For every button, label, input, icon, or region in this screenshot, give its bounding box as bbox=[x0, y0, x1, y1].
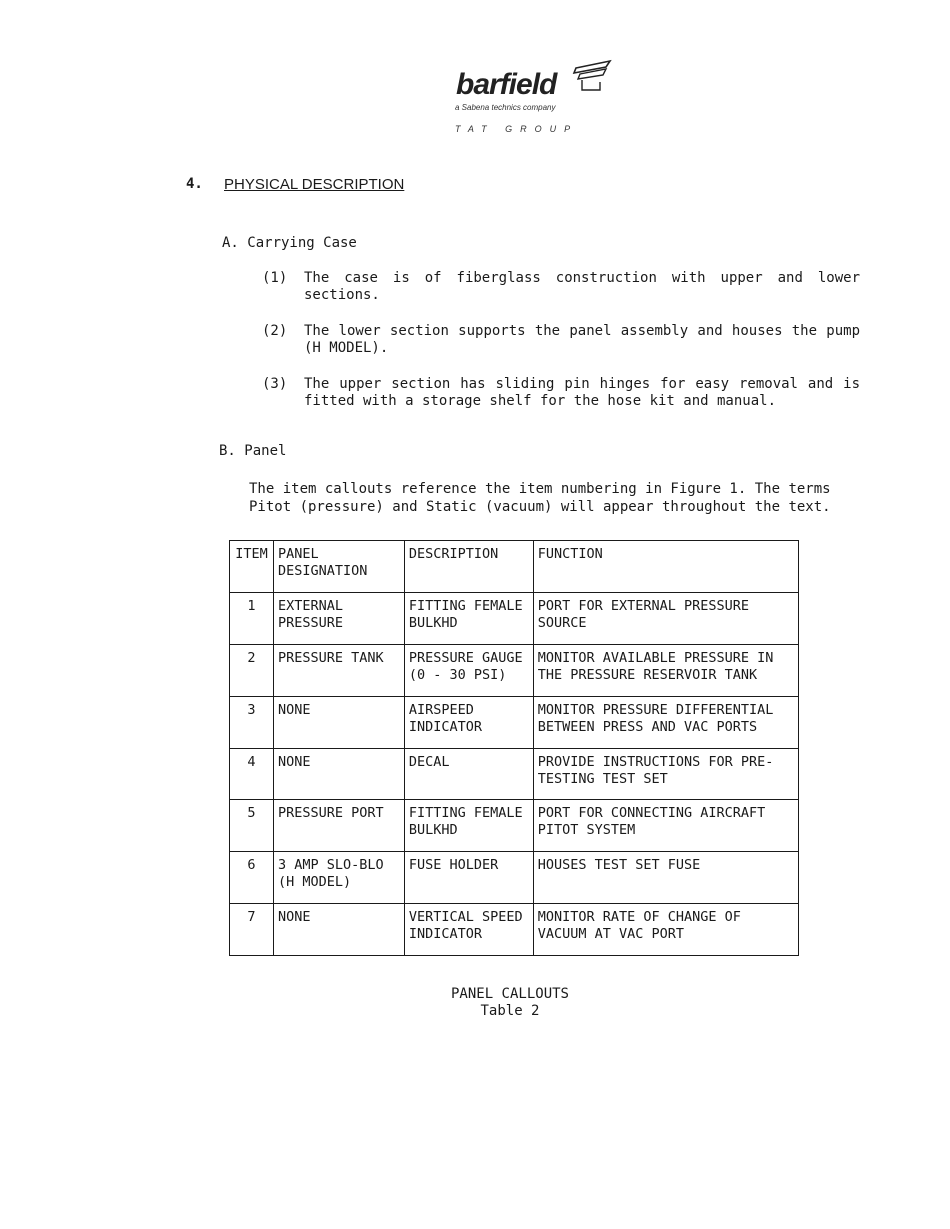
item-text: The upper section has sliding pin hinges for easy removal and is fitted with a storage shelf for the hose kit and manual. bbox=[304, 376, 860, 409]
header-description: DESCRIPTION bbox=[404, 541, 533, 593]
cell-description: DECAL bbox=[404, 748, 533, 800]
cell-function: PORT FOR EXTERNAL PRESSURE SOURCE bbox=[533, 592, 798, 644]
cell-item: 2 bbox=[230, 644, 274, 696]
logo-tagline: a Sabena technics company bbox=[455, 103, 556, 112]
panel-callouts-table bbox=[229, 540, 799, 956]
cell-item: 3 bbox=[230, 696, 274, 748]
table-row bbox=[230, 748, 799, 800]
cell-item: 7 bbox=[230, 904, 274, 956]
cell-function: PROVIDE INSTRUCTIONS FOR PRE-TESTING TEST SET bbox=[533, 748, 798, 800]
logo-wordmark: barfield bbox=[456, 68, 557, 101]
caption-title: PANEL CALLOUTS bbox=[450, 986, 569, 1002]
table-row bbox=[230, 696, 799, 748]
carrying-case-item-3 bbox=[262, 376, 862, 410]
item-number: (1) bbox=[262, 270, 288, 286]
cell-item: 1 bbox=[230, 592, 274, 644]
cell-description: FITTING FEMALE BULKHD bbox=[404, 800, 533, 852]
table-header-row bbox=[230, 541, 799, 593]
header-designation: PANEL DESIGNATION bbox=[273, 541, 404, 593]
header-item: ITEM bbox=[230, 541, 274, 593]
cell-designation: 3 AMP SLO-BLO (H MODEL) bbox=[273, 852, 404, 904]
cell-description: AIRSPEED INDICATOR bbox=[404, 696, 533, 748]
panel-heading: B. Panel bbox=[219, 443, 287, 459]
section-title: PHYSICAL DESCRIPTION bbox=[224, 176, 405, 193]
cell-function: PORT FOR CONNECTING AIRCRAFT PITOT SYSTEM bbox=[533, 800, 798, 852]
cell-designation: NONE bbox=[273, 748, 404, 800]
company-logo bbox=[452, 56, 622, 146]
cell-function: MONITOR RATE OF CHANGE OF VACUUM AT VAC PORT bbox=[533, 904, 798, 956]
item-number: (2) bbox=[262, 323, 288, 339]
cell-designation: PRESSURE TANK bbox=[273, 644, 404, 696]
section-number: 4. bbox=[186, 176, 203, 192]
item-text: The lower section supports the panel assembly and houses the pump (H MODEL). bbox=[304, 323, 860, 356]
item-number: (3) bbox=[262, 376, 288, 392]
item-text: The case is of fiberglass construction with upper and lower sections. bbox=[304, 270, 860, 303]
cell-item: 6 bbox=[230, 852, 274, 904]
cell-description: PRESSURE GAUGE (0 - 30 PSI) bbox=[404, 644, 533, 696]
cell-description: FITTING FEMALE BULKHD bbox=[404, 592, 533, 644]
cell-item: 4 bbox=[230, 748, 274, 800]
panel-intro: The item callouts reference the item numbering in Figure 1. The terms Pitot (pressure) and Static (vacuum) will appear throughout the text. bbox=[249, 481, 831, 515]
cell-designation: EXTERNAL PRESSURE bbox=[273, 592, 404, 644]
logo-wing-icon bbox=[570, 58, 614, 92]
carrying-case-item-2 bbox=[262, 323, 862, 357]
cell-designation: NONE bbox=[273, 904, 404, 956]
cell-designation: PRESSURE PORT bbox=[273, 800, 404, 852]
cell-description: FUSE HOLDER bbox=[404, 852, 533, 904]
cell-designation: NONE bbox=[273, 696, 404, 748]
header-function: FUNCTION bbox=[533, 541, 798, 593]
logo-group-name: TAT GROUP bbox=[455, 124, 579, 134]
table-row bbox=[230, 800, 799, 852]
table-row bbox=[230, 904, 799, 956]
table-row bbox=[230, 852, 799, 904]
cell-function: MONITOR AVAILABLE PRESSURE IN THE PRESSURE RESERVOIR TANK bbox=[533, 644, 798, 696]
cell-function: HOUSES TEST SET FUSE bbox=[533, 852, 798, 904]
cell-description: VERTICAL SPEED INDICATOR bbox=[404, 904, 533, 956]
cell-function: MONITOR PRESSURE DIFFERENTIAL BETWEEN PRESS AND VAC PORTS bbox=[533, 696, 798, 748]
caption-number: Table 2 bbox=[480, 1003, 540, 1019]
table-row bbox=[230, 592, 799, 644]
carrying-case-item-1 bbox=[262, 270, 862, 304]
table-caption bbox=[420, 986, 600, 1020]
table-row bbox=[230, 644, 799, 696]
carrying-case-heading: A. Carrying Case bbox=[222, 235, 357, 251]
cell-item: 5 bbox=[230, 800, 274, 852]
